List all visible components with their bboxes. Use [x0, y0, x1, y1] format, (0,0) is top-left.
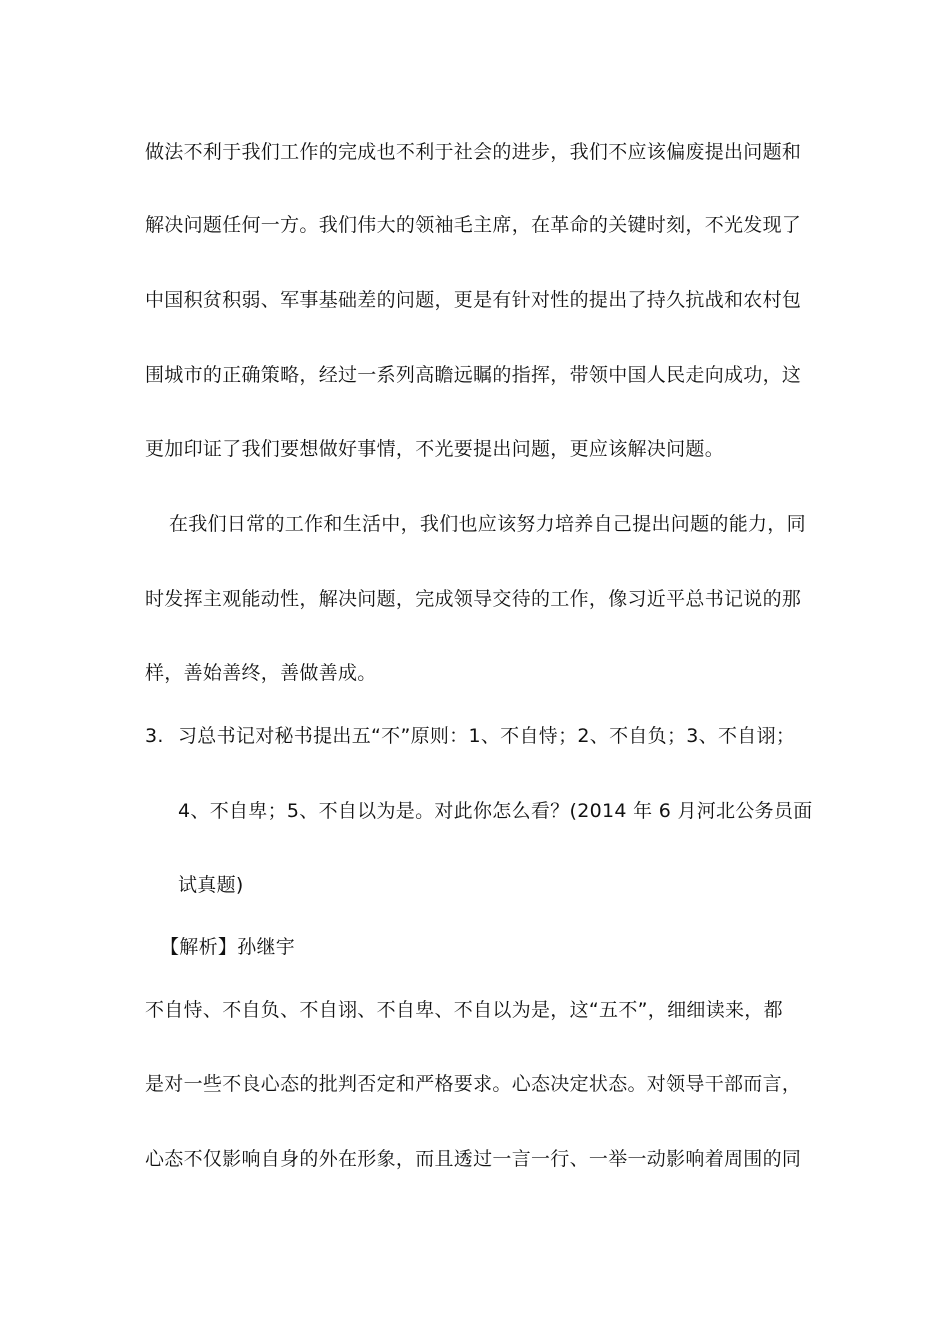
- text-line: 在我们日常的工作和生活中，我们也应该努力培养自己提出问题的能力，同: [169, 513, 806, 535]
- text-line: 样，善始善终，善做善成。: [145, 662, 377, 684]
- question-line: 习总书记对秘书提出五“不”原则：1、不自恃；2、不自负；3、不自诩；: [178, 725, 796, 747]
- question-line: 4、不自卑；5、不自以为是。对此你怎么看？(2014 年 6 月河北公务员面: [178, 800, 813, 822]
- text-line: 时发挥主观能动性，解决问题，完成领导交待的工作，像习近平总书记说的那: [145, 588, 802, 610]
- text-line: 围城市的正确策略，经过一系列高瞻远瞩的指挥，带领中国人民走向成功，这: [145, 364, 802, 386]
- text-line: 是对一些不良心态的批判否定和严格要求。心态决定状态。对领导干部而言，: [145, 1073, 802, 1095]
- text-line: 中国积贫积弱、军事基础差的问题，更是有针对性的提出了持久抗战和农村包: [145, 289, 802, 311]
- text-line: 不自恃、不自负、不自诩、不自卑、不自以为是，这“五不”，细细读来，都: [145, 999, 783, 1021]
- text-line: 更加印证了我们要想做好事情，不光要提出问题，更应该解决问题。: [145, 438, 725, 460]
- analysis-heading: 【解析】孙继宇: [160, 936, 296, 958]
- text-line: 解决问题任何一方。我们伟大的领袖毛主席，在革命的关键时刻，不光发现了: [145, 214, 802, 236]
- text-line: 心态不仅影响自身的外在形象，而且透过一言一行、一举一动影响着周围的同: [145, 1148, 802, 1170]
- question-line: 试真题): [178, 874, 244, 896]
- text-line: 做法不利于我们工作的完成也不利于社会的进步，我们不应该偏废提出问题和: [145, 141, 802, 163]
- question-number: 3.: [145, 725, 164, 747]
